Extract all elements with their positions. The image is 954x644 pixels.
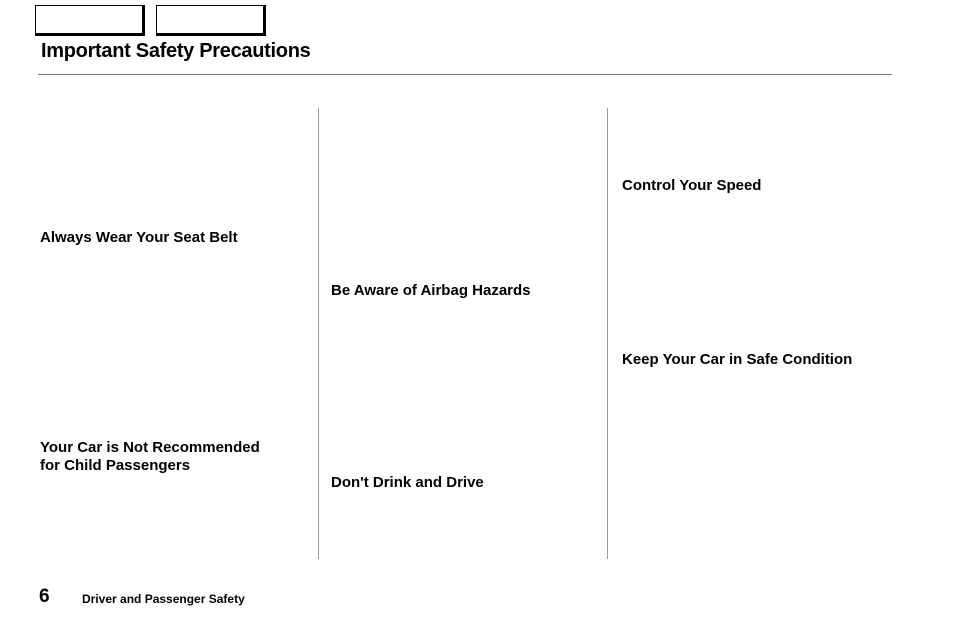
heading-airbag-hazards: Be Aware of Airbag Hazards (331, 282, 531, 299)
heading-dont-drink-and-drive: Don't Drink and Drive (331, 474, 484, 491)
page-title: Important Safety Precautions (41, 40, 311, 62)
title-rule (38, 74, 892, 75)
heading-safe-condition: Keep Your Car in Safe Condition (622, 351, 853, 368)
heading-control-speed: Control Your Speed (622, 177, 762, 194)
footer-section-title: Driver and Passenger Safety (82, 592, 245, 606)
column-divider (607, 108, 608, 559)
heading-seat-belt: Always Wear Your Seat Belt (40, 229, 238, 246)
heading-child-passengers (40, 439, 260, 475)
column-divider (318, 108, 319, 559)
page-number: 6 (39, 586, 50, 607)
heading-child-passengers-line-1: Your Car is Not Recommended (40, 439, 260, 456)
nav-next-button[interactable] (156, 5, 266, 36)
nav-prev-button[interactable] (35, 5, 145, 36)
heading-child-passengers-line-2: for Child Passengers (40, 457, 191, 474)
